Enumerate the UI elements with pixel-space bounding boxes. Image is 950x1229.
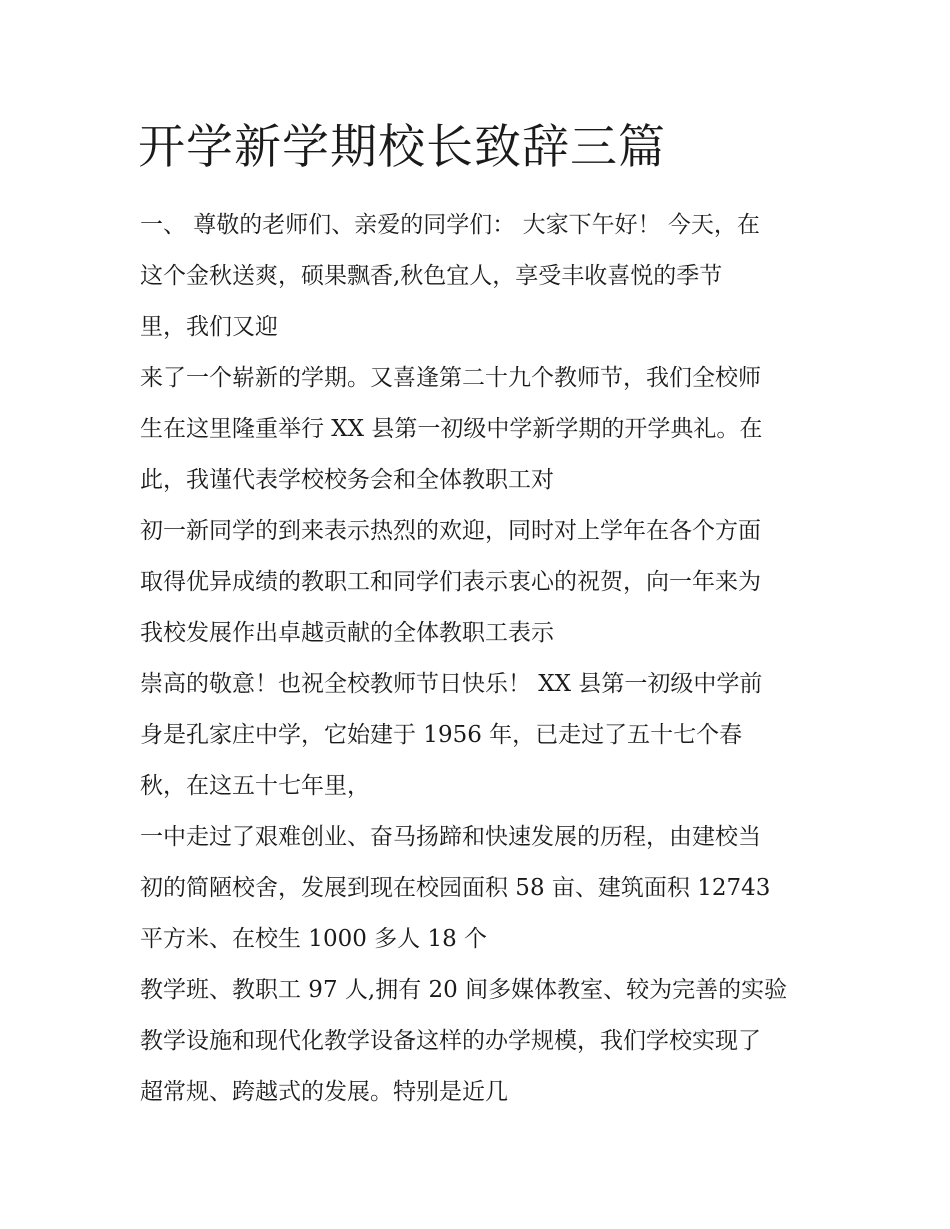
document-body	[140, 200, 820, 1118]
body-line: 一、 尊敬的老师们、亲爱的同学们： 大家下午好！ 今天，在	[140, 212, 760, 238]
body-line: 崇高的敬意！也祝全校教师节日快乐！ XX 县第一初级中学前	[140, 671, 763, 697]
body-line: 教学设施和现代化教学设备这样的办学规模，我们学校实现了	[140, 1028, 761, 1054]
body-line: 来了一个崭新的学期。又喜逢第二十九个教师节，我们全校师	[140, 365, 761, 391]
body-line: 这个金秋送爽，硕果飘香,秋色宜人，享受丰收喜悦的季节	[140, 263, 723, 289]
body-line: 此，我谨代表学校校务会和全体教职工对	[140, 467, 554, 493]
body-line: 一中走过了艰难创业、奋马扬蹄和快速发展的历程，由建校当	[140, 824, 761, 850]
body-line: 我校发展作出卓越贡献的全体教职工表示	[140, 620, 554, 646]
body-line: 生在这里隆重举行 XX 县第一初级中学新学期的开学典礼。在	[140, 416, 763, 442]
body-line: 教学班、教职工 97 人,拥有 20 间多媒体教室、较为完善的实验	[140, 977, 788, 1003]
body-line: 平方米、在校生 1000 多人 18 个	[140, 926, 488, 952]
document-title: 开学新学期校长致辞三篇	[138, 120, 666, 175]
body-line: 取得优异成绩的教职工和同学们表示衷心的祝贺，向一年来为	[140, 569, 761, 595]
body-line: 初的简陋校舍，发展到现在校园面积 58 亩、建筑面积 12743	[140, 875, 771, 901]
body-line: 身是孔家庄中学，它始建于 1956 年，已走过了五十七个春	[140, 722, 743, 748]
body-line: 超常规、跨越式的发展。特别是近几	[140, 1079, 508, 1105]
body-line: 里，我们又迎	[140, 314, 278, 340]
body-line: 初一新同学的到来表示热烈的欢迎，同时对上学年在各个方面	[140, 518, 761, 544]
body-line: 秋，在这五十七年里，	[140, 773, 370, 799]
